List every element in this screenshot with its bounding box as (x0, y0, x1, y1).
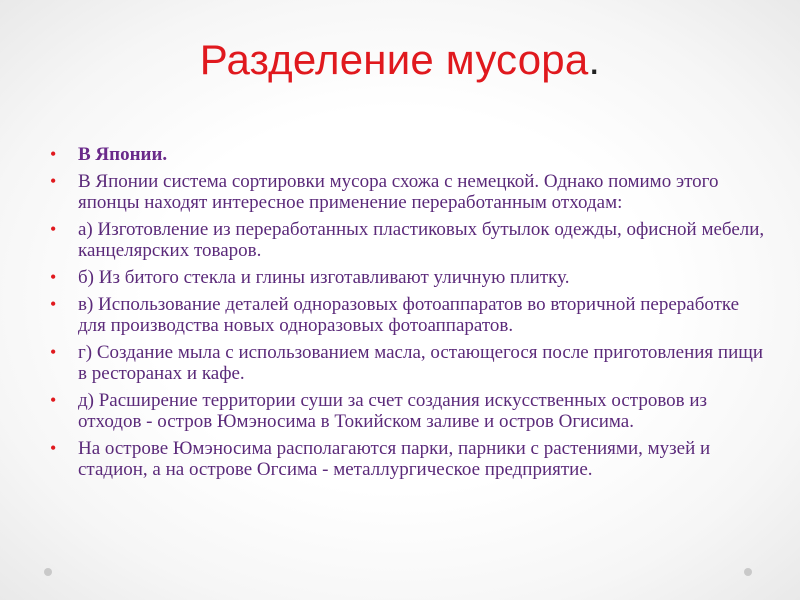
bullet-item (50, 438, 770, 480)
bullet-text: В Японии система сортировки мусора схожа с немецкой. Однако помимо этого японцы находят интересное применение переработанным отходам: (78, 171, 719, 213)
corner-decoration-dot (744, 568, 752, 576)
bullet-marker: • (50, 294, 57, 314)
bullet-text: в) Использование деталей одноразовых фотоаппаратов во вторичной переработке для производства новых одноразовых фотоаппаратов. (78, 294, 740, 336)
bullet-marker: • (50, 144, 57, 164)
corner-decoration-dot (44, 568, 52, 576)
bullet-marker: • (50, 171, 57, 191)
slide-title-period: . (588, 36, 601, 83)
bullet-marker: • (50, 219, 57, 239)
bullet-text: б) Из битого стекла и глины изготавливают уличную плитку. (78, 267, 570, 288)
bullet-text: В Японии. (78, 144, 168, 165)
bullet-item (50, 144, 770, 165)
slide-title (0, 36, 800, 84)
bullet-list (50, 144, 770, 486)
bullet-item (50, 219, 770, 261)
bullet-text: д) Расширение территории суши за счет создания искусственных островов из отходов - остров Юмэносима в Токийском заливе и остров Огисима. (78, 390, 708, 432)
bullet-item (50, 294, 770, 336)
bullet-item (50, 171, 770, 213)
bullet-text: г) Создание мыла с использованием масла, остающегося после приготовления пищи в ресторанах и кафе. (78, 342, 764, 384)
bullet-marker: • (50, 342, 57, 362)
slide-title-text: Разделение мусора (199, 36, 589, 83)
bullet-item (50, 390, 770, 432)
bullet-item (50, 342, 770, 384)
bullet-marker: • (50, 438, 57, 458)
bullet-item (50, 267, 770, 288)
bullet-text: На острове Юмэносима располагаются парки, парники с растениями, музей и стадион, а на острове Огсима - металлургическое предприятие. (78, 438, 711, 480)
bullet-marker: • (50, 267, 57, 287)
bullet-marker: • (50, 390, 57, 410)
bullet-text: а) Изготовление из переработанных пластиковых бутылок одежды, офисной мебели, канцелярских товаров. (78, 219, 765, 261)
